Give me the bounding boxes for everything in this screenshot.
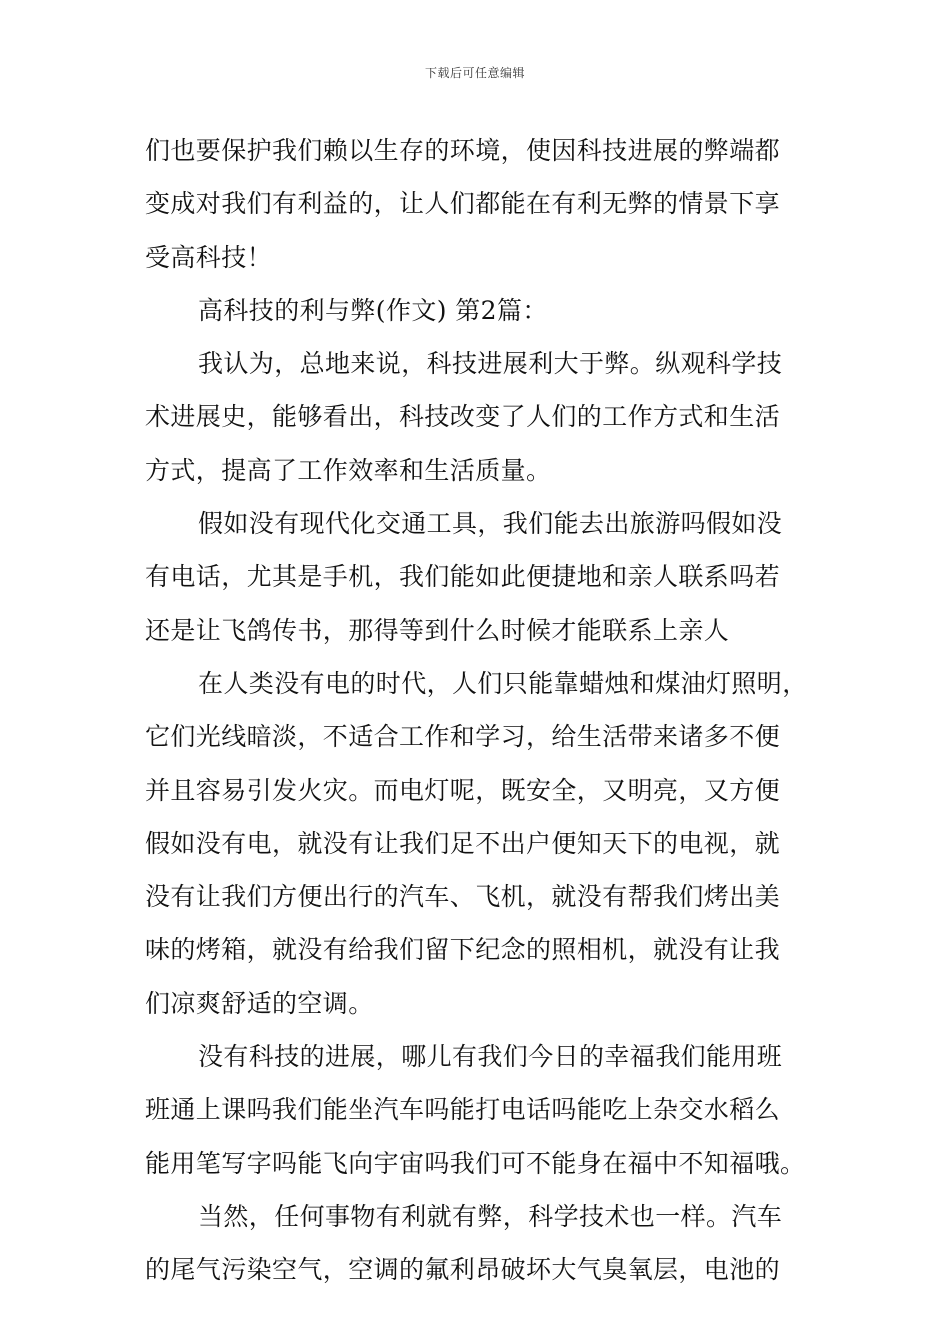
- text-line: 的尾气污染空气，空调的氟利昂破坏大气臭氧层，电池的: [145, 1255, 781, 1285]
- text-line: 没有科技的进展，哪儿有我们今日的幸福我们能用班: [198, 1042, 783, 1072]
- text-line: 味的烤箱，就没有给我们留下纪念的照相机，就没有让我: [145, 935, 781, 965]
- text-line: 我认为，总地来说，科技进展利大于弊。纵观科学技: [198, 349, 783, 379]
- text-line: 们凉爽舒适的空调。: [145, 988, 374, 1018]
- text-line: 有电话，尤其是手机，我们能如此便捷地和亲人联系吗若: [145, 562, 781, 592]
- text-line: 术进展史，能够看出，科技改变了人们的工作方式和生活: [145, 402, 781, 432]
- text-line: 受高科技！: [145, 242, 273, 272]
- text-line: 在人类没有电的时代，人们只能靠蜡烛和煤油灯照明，: [198, 668, 808, 698]
- text-line: 变成对我们有利益的，让人们都能在有利无弊的情景下享: [145, 189, 781, 219]
- text-line: 们也要保护我们赖以生存的环境，使因科技进展的弊端都: [145, 136, 781, 165]
- page-header: 下载后可任意编辑: [424, 66, 525, 80]
- text-line: 并且容易引发火灾。而电灯呢，既安全，又明亮，又方便: [145, 775, 781, 805]
- text-line: 它们光线暗淡，不适合工作和学习，给生活带来诸多不便: [145, 722, 781, 752]
- text-line: 假如没有电，就没有让我们足不出户便知天下的电视，就: [145, 828, 781, 858]
- document-body: [145, 124, 815, 1297]
- text-line: 假如没有现代化交通工具，我们能去出旅游吗假如没: [198, 509, 783, 539]
- section-title: 高科技的利与弊(作文) 第2篇：: [198, 295, 548, 325]
- text-line: 班通上课吗我们能坐汽车吗能打电话吗能吃上杂交水稻么: [145, 1095, 781, 1125]
- text-line: 能用笔写字吗能飞向宇宙吗我们可不能身在福中不知福哦。: [145, 1148, 806, 1178]
- text-line: 还是让飞鸽传书，那得等到什么时候才能联系上亲人: [145, 615, 730, 645]
- text-line: 当然，任何事物有利就有弊，科学技术也一样。汽车: [198, 1201, 783, 1231]
- text-line: 没有让我们方便出行的汽车、飞机，就没有帮我们烤出美: [145, 882, 781, 912]
- text-line: 方式，提高了工作效率和生活质量。: [145, 455, 552, 485]
